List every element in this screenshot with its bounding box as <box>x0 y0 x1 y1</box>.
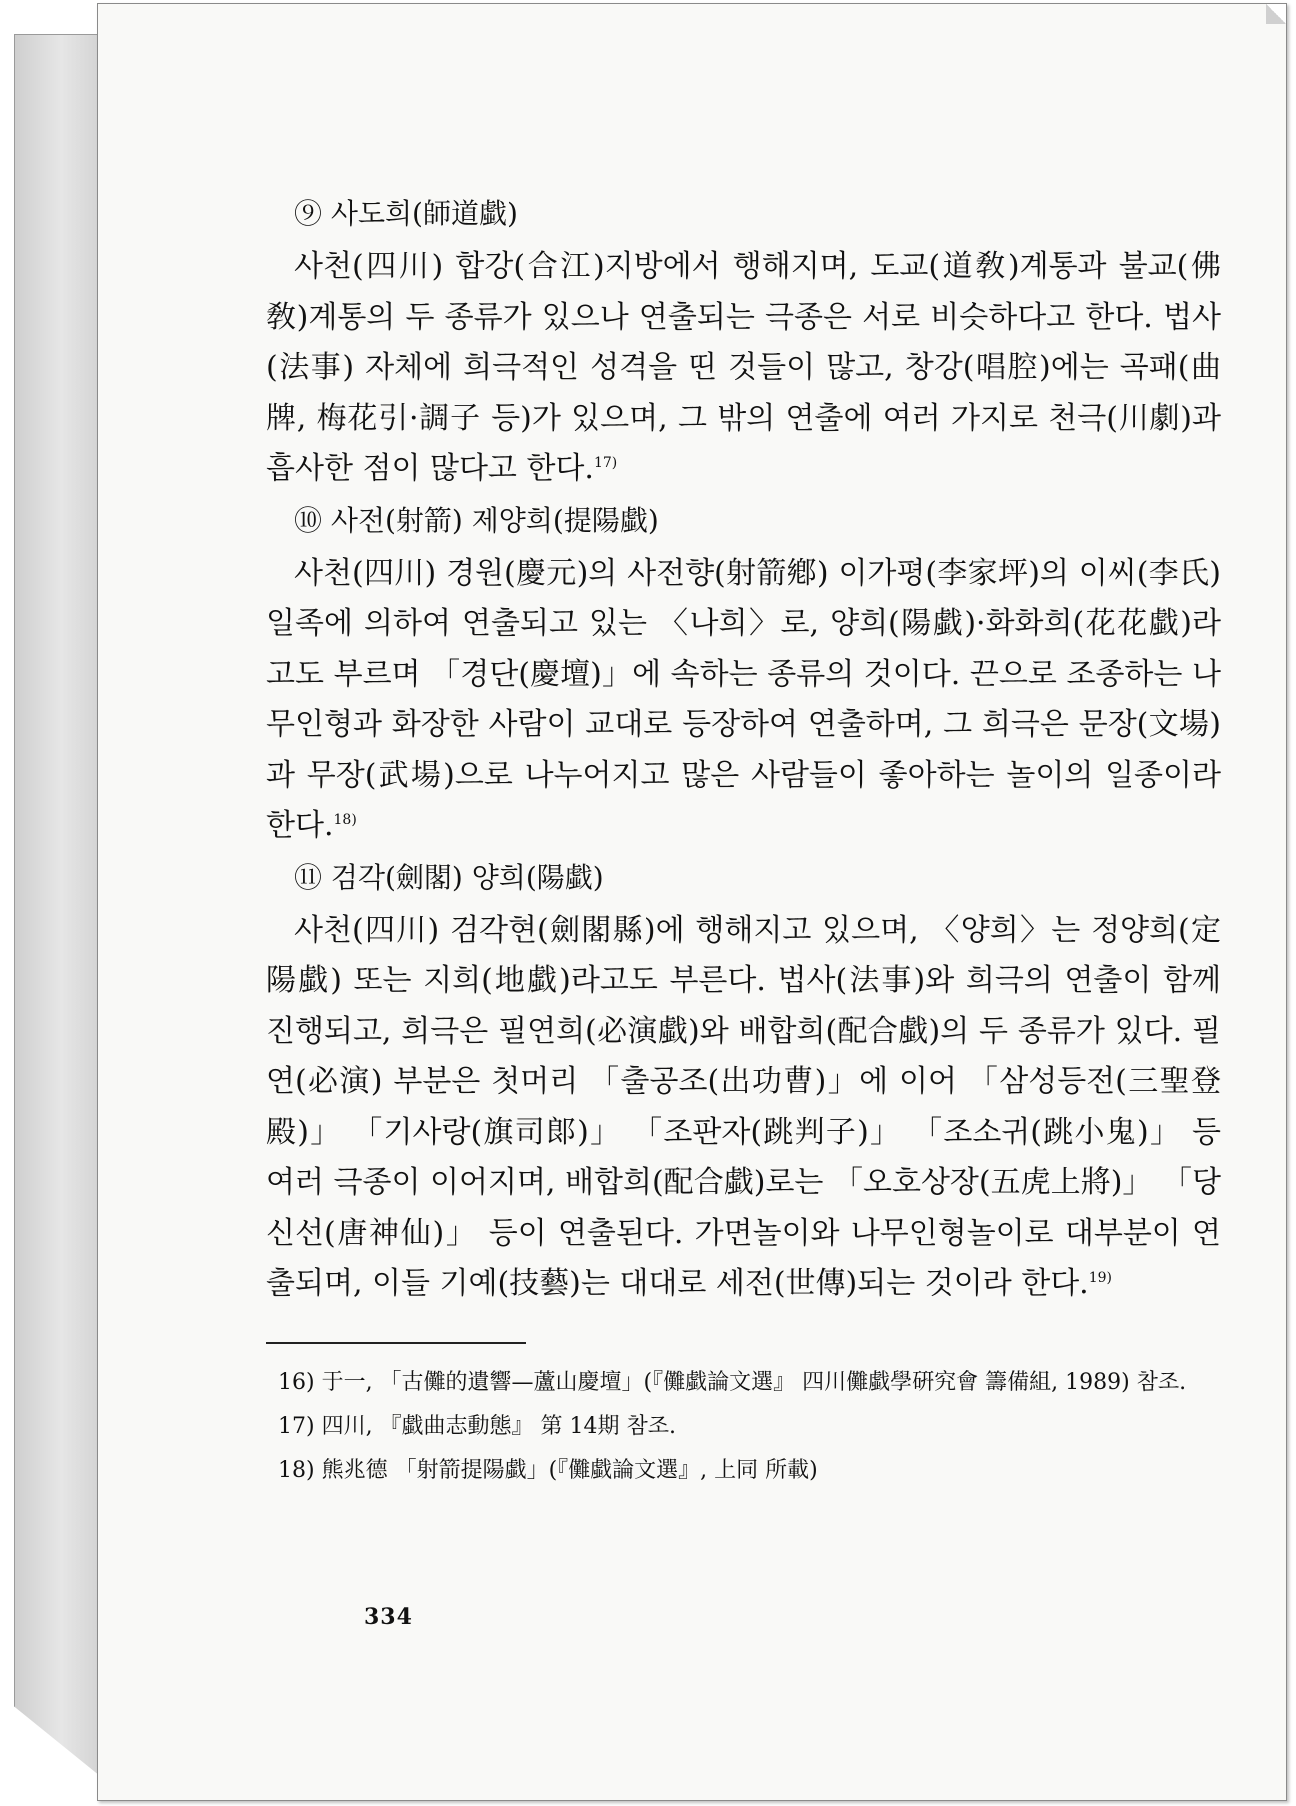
book-spine-edge <box>14 34 100 1776</box>
footnote: 16) 于一, 「古儺的遺響—蘆山慶壇」(『儺戱論文選』 四川儺戱學硏究會 籌備組, 1989) 참조. <box>278 1369 1187 1395</box>
section-body: 사천(四川) 검각현(劍閣縣)에 행해지고 있으며, 〈양희〉는 정양희(定陽戱) 또는 지희(地戱)라고도 부른다. 법사(法事)와 희극의 연출이 함께 진행되고, 희극은 필연희(必演戱)와 배합희(配合戱)의 두 종류가 있다. 필연(必演) 부분은 첫머리 「출공조(出功曹)」에 이어 「삼성등전(三聖登殿)」 「기사랑(旗司郞)」 「조판자(跳判子)」 「조소귀(跳小鬼)」 등 여러 극종이 이어지며, 배합희(配合戱)로는 「오호상장(五虎上將)」 「당신선(唐神仙)」 등이 연출된다. 가면놀이와 나무인형놀이로 대부분이 연출되며, 이들 기예(技藝)는 대대로 세전(世傳)되는 것이라 한다.$^{19)}$ <box>266 912 1221 1301</box>
footnotes <box>266 1364 1221 1490</box>
footnote-divider <box>266 1342 526 1344</box>
section-heading: ⑪ 검각(劍閣) 양희(陽戱) <box>294 860 604 894</box>
section-body: 사천(四川) 합강(合江)지방에서 행해지며, 도교(道敎)계통과 불교(佛敎)계통의 두 종류가 있으나 연출되는 극종은 서로 비슷하다고 한다. 법사(法事) 자체에 희극적인 성격을 띤 것들이 많고, 창강(唱腔)에는 곡패(曲牌, 梅花引·調子 등)가 있으며, 그 밖의 연출에 여러 가지로 천극(川劇)과 흡사한 점이 많다고 한다.$^{17)}$ <box>266 249 1221 486</box>
section-9 <box>266 194 1221 495</box>
section-heading: ⑩ 사전(射箭) 제양희(提陽戱) <box>294 503 659 537</box>
footnote-ref: 18) <box>333 812 357 828</box>
page-content <box>266 194 1221 1496</box>
section-body: 사천(四川) 경원(慶元)의 사전향(射箭鄕) 이가평(李家坪)의 이씨(李氏) 일족에 의하여 연출되고 있는 〈나희〉로, 양희(陽戱)·화화희(花花戱)라고도 부르며 「경단(慶壇)」에 속하는 종류의 것이다. 끈으로 조종하는 나무인형과 화장한 사람이 교대로 등장하여 연출하며, 그 희극은 문장(文場)과 무장(武場)으로 나누어지고 많은 사람들이 좋아하는 놀이의 일종이라 한다.$^{18)}$ <box>266 555 1221 843</box>
footnote: 18) 熊兆德 「射箭提陽戱」(『儺戱論文選』, 上同 所載) <box>278 1457 818 1483</box>
footnote-ref: 17) <box>593 455 618 471</box>
page-corner <box>1266 4 1286 24</box>
section-10 <box>266 501 1221 852</box>
section-heading: ⑨ 사도희(師道戱) <box>294 197 518 230</box>
book-page <box>97 3 1287 1801</box>
page-number: 334 <box>364 1604 413 1630</box>
footnote: 17) 四川, 『戱曲志動態』 第 14期 참조. <box>278 1413 677 1439</box>
section-11 <box>266 858 1221 1310</box>
footnote-ref: 19) <box>1088 1270 1112 1286</box>
